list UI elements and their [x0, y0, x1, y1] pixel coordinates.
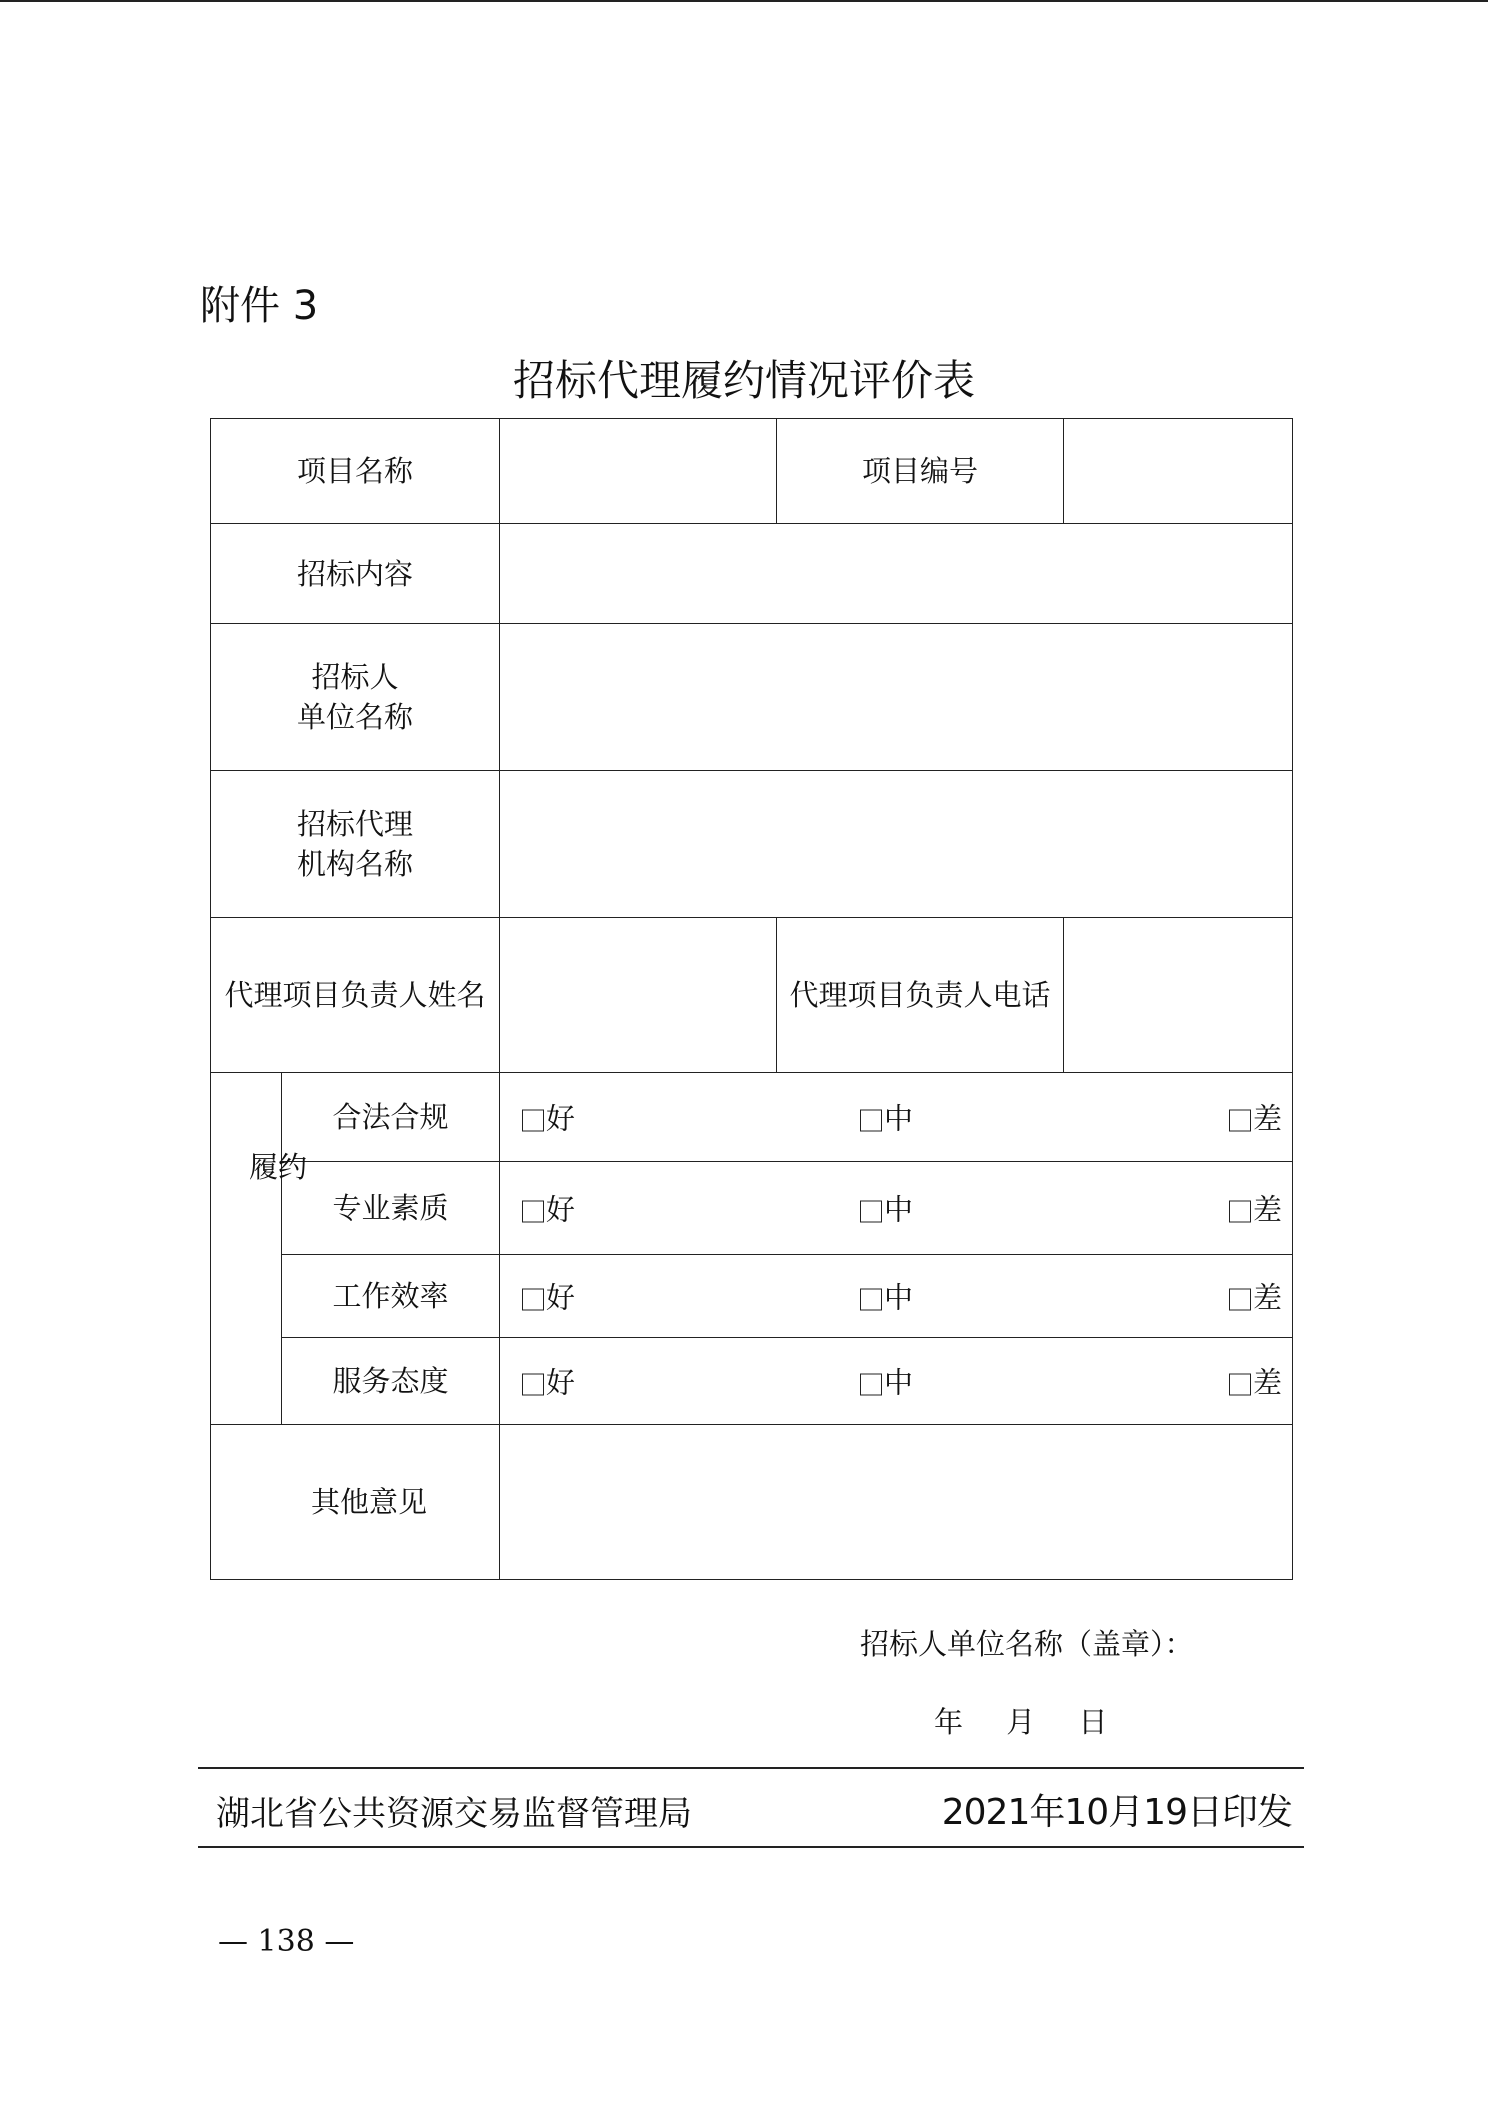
option-poor[interactable]: 差: [1229, 1276, 1282, 1317]
attachment-label: 附件 3: [200, 283, 319, 329]
issuer-name: 湖北省公共资源交易监督管理局: [216, 1794, 692, 1834]
year-label: 年: [934, 1705, 964, 1739]
evaluation-form-table: [210, 418, 1293, 1580]
manager-phone-label: 代理项目负责人电话: [777, 918, 1064, 1073]
option-poor[interactable]: 差: [1229, 1097, 1282, 1138]
checkbox-icon[interactable]: [860, 1289, 882, 1311]
issue-date: 2021年10月19日印发: [941, 1792, 1292, 1833]
page-title: 招标代理履约情况评价表: [512, 356, 975, 405]
tender-content-field[interactable]: [500, 524, 1293, 624]
agency-label-line2: 机构名称: [297, 847, 414, 881]
footer-top-rule: [198, 1767, 1304, 1769]
option-poor[interactable]: 差: [1229, 1188, 1282, 1229]
option-good[interactable]: 好: [522, 1188, 575, 1229]
tenderer-name-field[interactable]: [500, 624, 1293, 771]
performance-group-text: 履约: [249, 1150, 308, 1184]
tenderer-label-line1: 招标人: [311, 660, 399, 694]
project-number-label: 项目编号: [777, 419, 1064, 524]
project-name-label: 项目名称: [211, 419, 500, 524]
rating-row-compliance: [500, 1073, 1293, 1162]
rating-row-attitude: [500, 1338, 1293, 1425]
option-good[interactable]: 好: [522, 1361, 575, 1402]
agency-name-field[interactable]: [500, 771, 1293, 918]
other-opinions-field[interactable]: [500, 1425, 1293, 1580]
manager-name-field[interactable]: [500, 918, 777, 1073]
checkbox-icon[interactable]: [522, 1201, 544, 1223]
checkbox-icon[interactable]: [860, 1201, 882, 1223]
manager-phone-field[interactable]: [1064, 918, 1293, 1073]
criterion-label: 合法合规: [282, 1073, 500, 1162]
option-good[interactable]: 好: [522, 1097, 575, 1138]
checkbox-icon[interactable]: [522, 1110, 544, 1132]
rating-row-efficiency: [500, 1255, 1293, 1338]
project-name-field[interactable]: [500, 419, 777, 524]
option-poor[interactable]: 差: [1229, 1361, 1282, 1402]
other-opinions-label: 其他意见: [211, 1425, 500, 1580]
rating-row-professional: [500, 1162, 1293, 1255]
criterion-label: 工作效率: [282, 1255, 500, 1338]
checkbox-icon[interactable]: [1229, 1374, 1251, 1396]
signature-label: 招标人单位名称（盖章）：: [860, 1627, 1194, 1661]
checkbox-icon[interactable]: [860, 1110, 882, 1132]
tender-content-label: 招标内容: [211, 524, 500, 624]
tenderer-label-line2: 单位名称: [297, 700, 414, 734]
footer-bottom-rule: [198, 1846, 1304, 1848]
top-border: [0, 0, 1488, 2]
option-medium[interactable]: 中: [860, 1097, 913, 1138]
performance-group-label: [211, 1073, 308, 1425]
agency-label-line1: 招标代理: [297, 807, 414, 841]
manager-name-label: 代理项目负责人姓名: [211, 918, 500, 1073]
option-medium[interactable]: 中: [860, 1188, 913, 1229]
option-good[interactable]: 好: [522, 1276, 575, 1317]
checkbox-icon[interactable]: [1229, 1289, 1251, 1311]
criterion-label: 专业素质: [282, 1162, 500, 1255]
day-label: 日: [1078, 1705, 1108, 1739]
option-medium[interactable]: 中: [860, 1361, 913, 1402]
project-number-field[interactable]: [1064, 419, 1293, 524]
checkbox-icon[interactable]: [522, 1374, 544, 1396]
checkbox-icon[interactable]: [1229, 1110, 1251, 1132]
checkbox-icon[interactable]: [522, 1289, 544, 1311]
option-medium[interactable]: 中: [860, 1276, 913, 1317]
month-label: 月: [1006, 1705, 1036, 1739]
checkbox-icon[interactable]: [1229, 1201, 1251, 1223]
tenderer-name-label: [211, 624, 500, 771]
checkbox-icon[interactable]: [860, 1374, 882, 1396]
criterion-label: 服务态度: [282, 1338, 500, 1425]
page-number: — 138 —: [218, 1924, 355, 1959]
date-line: [934, 1700, 1141, 1741]
agency-name-label: [211, 771, 500, 918]
